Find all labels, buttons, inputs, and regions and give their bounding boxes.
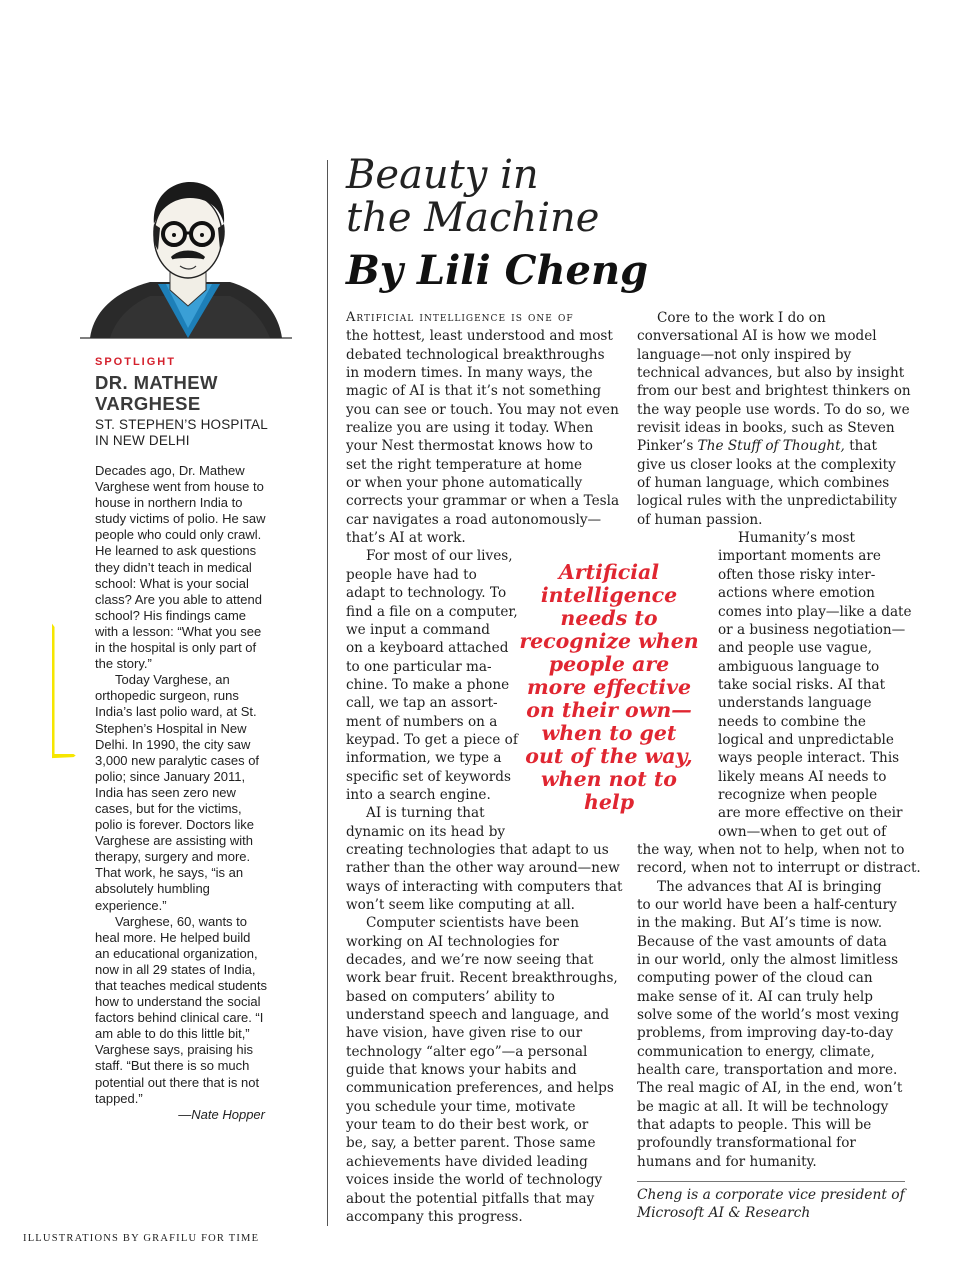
text-line: AI is turning that [366,805,485,822]
text-line: corrects your grammar or when a Tesla [346,493,620,510]
text-line: when to get [541,721,677,745]
text-line: logical and unpredictable [718,731,894,748]
text-line: rather than the other way around—new [346,860,620,877]
text-line: communication preferences, and helps [346,1080,614,1097]
text-line: important moments are [718,548,881,565]
article-byline: By Lili Cheng [346,247,649,294]
text-line: Humanity’s most [738,530,855,547]
text-line: ambiguous language to [718,658,880,675]
article-title [346,154,599,240]
text-line: profoundly transformational for [637,1135,856,1152]
text-line: decades, and we’re now seeing that [346,952,594,969]
text-line: when not to [541,767,677,791]
text-line: voices inside the world of technology [346,1172,603,1189]
text-line: logical rules with the unpredictability [637,493,897,510]
text-line: needs to [560,606,658,630]
text-line: Artificial [558,560,660,584]
spotlight-paragraph: Today Varghese, an orthopedic surgeon, runs India’s last polio ward, at St. Stephen’s Hospital in New Delhi. In 1990, the city saw 3,000 new paralytic cases of polio; since January 2011, India has seen zero new cases, but for the victims, polio is forever. Doctors like Varghese are assisting with therapy, surgery and more. That work, he says, “is an absolutely humbling experience.” [95,672,260,913]
text-line: achievements have divided leading [346,1153,588,1170]
spotlight-affiliation [95,417,295,449]
col1-paragraph-4 [346,914,636,1226]
text-line: of human language, which combines [637,475,890,492]
text-line: to one particular ma- [346,658,492,675]
spotlight-name-line-2: VARGHESE [95,393,201,414]
text-line: the way people use words. To do so, we [637,401,910,418]
col2-paragraph-1a [637,309,927,437]
text-line: humans and for humanity. [637,1153,817,1170]
text-line: make sense of it. AI can truly help [637,988,873,1005]
spotlight-affiliation-line-2: IN NEW DELHI [95,433,190,448]
text-line: information, we type a [346,750,502,767]
text-line: understand speech and language, and [346,1007,610,1024]
text-line: accompany this progress. [346,1208,523,1225]
text-line: The real magic of AI, in the end, won’t [637,1080,903,1097]
text-line: that’s AI at work. [346,530,466,547]
text-line: on their own— [526,698,692,722]
text-line: be magic at all. It will be technology [637,1098,889,1115]
text-line: be, say, a better parent. Those same [346,1135,596,1152]
text-line: recognize when people [718,786,878,803]
text-line: realize you are using it today. When [346,420,594,437]
text-line: you schedule your time, motivate [346,1098,576,1115]
text-line: your Nest thermostat knows how to [346,438,593,455]
text-line: technical advances, but also by insight [637,365,905,382]
spotlight-credit: —Nate Hopper [178,1106,265,1122]
portrait-illustration [80,178,292,340]
text-line: often those risky inter- [718,566,876,583]
text-line: you can see or touch. You may not even [346,401,619,418]
text-line: debated technological breakthroughs [346,346,605,363]
text-line: that adapts to people. This will be [637,1117,872,1134]
text-line: Computer scientists have been [366,915,579,932]
text-line: Core to the work I do on [657,310,826,326]
col2-paragraph-3 [637,878,927,1172]
text-line: ment of numbers on a [346,713,498,730]
text-line: have vision, have given rise to our [346,1025,583,1042]
text-line: language—not only inspired by [637,346,852,363]
col1-paragraph-1 [346,327,636,547]
yellow-sidebar-bar [52,160,76,1222]
text-line: set the right temperature at home [346,456,583,473]
book-title: The Stuff of Thought, [697,438,845,455]
text-line: technology “alter ego”—a personal [346,1043,588,1060]
col2-paragraph-1b [637,437,927,455]
col2-paragraph-2-narrow [637,529,927,841]
text-line: take social risks. AI that [718,676,886,693]
text-line: find a file on a computer, [346,603,518,620]
lead-in: Artificial intelligence is one of [346,310,574,325]
text-line: record, when not to interrupt or distract. [637,860,921,877]
text-line: actions where emotion [718,585,875,602]
text-line: communication to energy, climate, [637,1043,875,1060]
text-line: more effective [526,675,692,699]
text-line: For most of our lives, [366,548,513,565]
text-line: to our world have been a half-century [637,897,897,913]
text-line: dynamic on its head by [346,823,506,840]
text-line: magic of AI is that it’s not something [346,383,602,400]
text-line: and people use vague, [718,640,872,657]
article-title-line-1: Beauty in [346,152,539,198]
text-line: the way, when not to help, when not to [637,841,905,858]
text-line: ways of interacting with computers that [346,878,623,895]
text-line: in our world, only the almost limitless [637,952,899,969]
text-line: won’t seem like computing at all. [346,897,575,913]
text-line: working on AI technologies for [346,933,559,950]
text-line: problems, from improving day-to-day [637,1025,894,1042]
text-line: out of the way, [525,744,693,768]
text-line: or when your phone automatically [346,475,583,492]
text-line: understands language [718,695,872,712]
text-line: your team to do their best work, or [346,1117,589,1134]
text-line: needs to combine the [718,713,866,730]
text-line: solve some of the world’s most vexing [637,1007,900,1024]
text-line: specific set of keywords [346,768,511,785]
text-line: give us closer looks at the complexity [637,456,896,473]
text-line: comes into play—like a date [718,603,912,620]
text-line: intelligence [540,583,678,607]
text-line: are more effective on their [718,805,903,822]
article-title-line-2: the Machine [346,195,600,241]
text-line: health care, transportation and more. [637,1062,898,1079]
spotlight-paragraph: Varghese, 60, wants to heal more. He helped build an educational organization, now in all 29 states of India, that teaches medical students how to understand the social factors behind clinical care. “I am able to do this little bit,” Varghese says, praising his staff. “But there is so much potential out there that is not tapped.” [95,913,267,1106]
spotlight-name [95,372,295,414]
text-line: of human passion. [637,511,763,528]
text-line: into a search engine. [346,786,491,803]
text-line: The advances that AI is bringing [657,878,882,895]
spotlight-affiliation-line-1: ST. STEPHEN’S HOSPITAL [95,417,268,432]
text-line: in the making. But AI’s time is now. [637,915,883,932]
text-line: computing power of the cloud can [637,970,873,987]
text-line: guide that knows your habits and [346,1062,577,1079]
spotlight-name-line-1: DR. MATHEW [95,372,218,393]
col2-text: Pinker’s [637,438,698,455]
text-line: ways people interact. This [718,750,900,767]
text-line: own—when to get out of [718,823,887,840]
col2-paragraph-2-wide [637,841,927,878]
col2-text: that [844,438,877,455]
author-note-rule [637,1181,905,1182]
text-line: recognize when [519,629,699,653]
text-line: revisit ideas in books, such as Steven [637,420,895,437]
illustration-credit: ILLUSTRATIONS BY GRAFILU FOR TIME [23,1233,260,1244]
spotlight-label: SPOTLIGHT [95,356,176,368]
text-line: adapt to technology. To [346,585,507,602]
text-line: call, we tap an assort- [346,695,498,712]
spotlight-body [95,463,267,1123]
text-line: likely means AI needs to [718,768,887,785]
text-line: we input a command [346,621,490,638]
text-line: people are [548,652,670,676]
author-note-line-1: Cheng is a corporate vice president of [637,1187,905,1203]
spotlight-paragraph: Decades ago, Dr. Mathew Varghese went from house to house in northern India to study victims of polio. He saw people who could only crawl. He learned to ask questions they didn’t teach in medical school: What is your social class? Are you able to attend school? His findings came with a lesson: “What you see in the hospital is only part of the story.” [95,463,266,672]
text-line: based on computers’ ability to [346,988,555,1005]
text-line: car navigates a road autonomously— [346,511,602,528]
column-divider [327,160,328,1226]
col2-paragraph-1c [637,456,927,529]
text-line: people have had to [346,566,477,583]
text-line: work bear fruit. Recent breakthroughs, [346,970,618,987]
author-note-line-2: Microsoft AI & Research [637,1205,811,1222]
text-line: conversational AI is how we model [637,328,877,345]
col1-paragraph-3 [346,804,636,914]
text-line: from our best and brightest thinkers on [637,383,911,400]
article-column-2 [637,309,927,1171]
text-line: help [583,790,635,814]
text-line: about the potential pitfalls that may [346,1190,595,1207]
author-note [637,1186,927,1223]
text-line: in modern times. In many ways, the [346,365,593,382]
text-line: the hottest, least understood and most [346,328,613,345]
text-line: chine. To make a phone [346,676,510,693]
text-line: Because of the vast amounts of data [637,933,887,950]
text-line: on a keyboard attached [346,640,509,657]
text-line: creating technologies that adapt to us [346,841,609,858]
text-line: keypad. To get a piece of [346,731,518,748]
text-line: or a business negotiation— [718,621,906,638]
